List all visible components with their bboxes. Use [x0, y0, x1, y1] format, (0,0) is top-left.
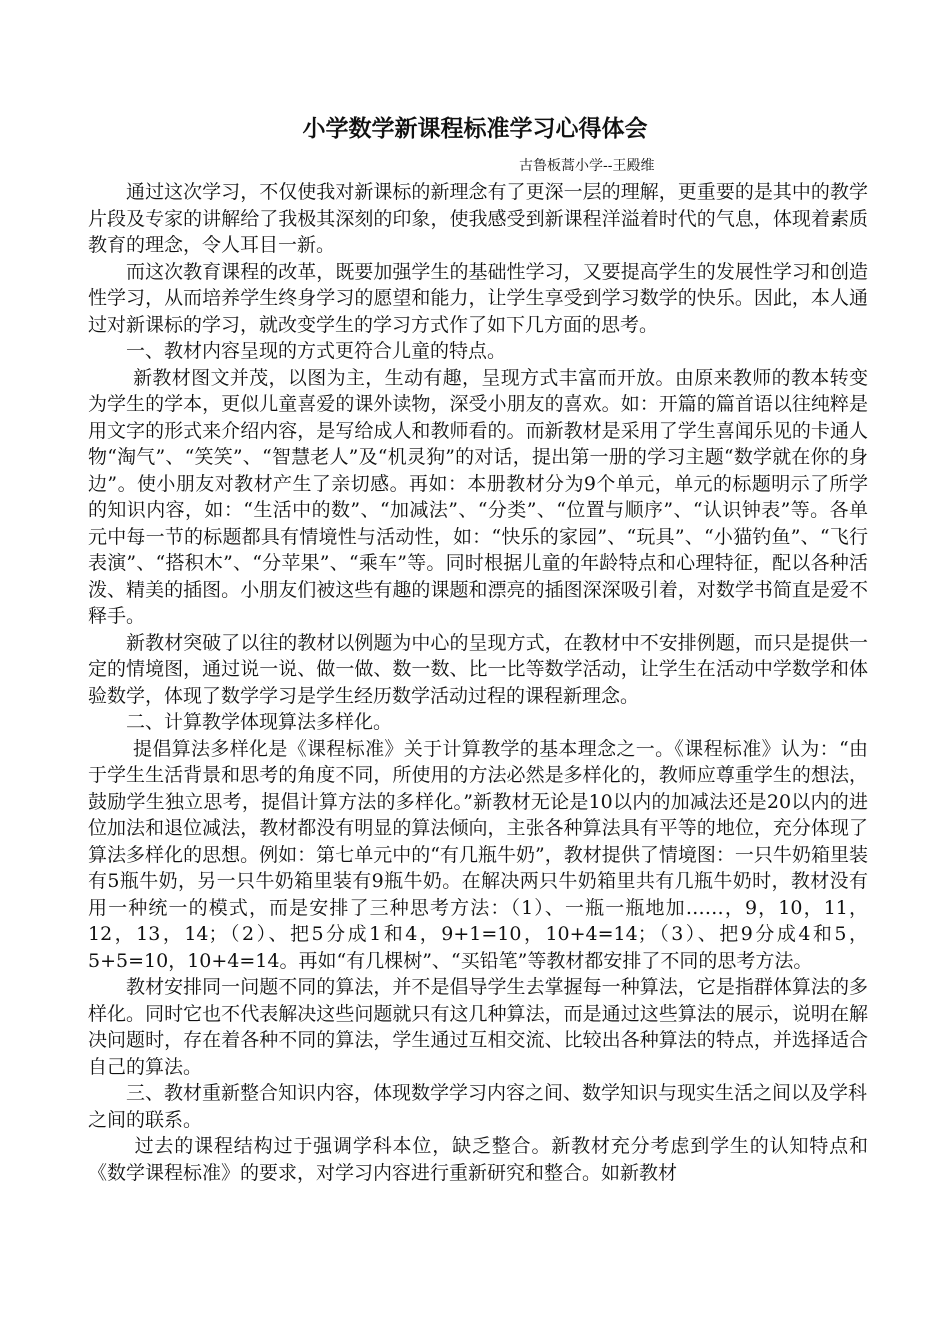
section-heading-2: 二、计算教学体现算法多样化。: [88, 711, 393, 733]
document-body: [88, 179, 868, 1186]
paragraph-7: 过去的课程结构过于强调学科本位，缺乏整合。新教材充分考虑到学生的认知特点和《数学课程标准》的要求，对学习内容进行重新研究和整合。如新教材: [88, 1135, 868, 1184]
paragraph-5: 提倡算法多样化是《课程标准》关于计算教学的基本理念之一。《课程标准》认为：“由于学生生活背景和思考的角度不同，所使用的方法必然是多样化的，教师应尊重学生的想法，鼓励学生独立思考，提倡计算方法的多样化。”新教材无论是10以内的加减法还是20以内的进位加法和退位减法，教材都没有明显的算法倾向，主张各种算法具有平等的地位，充分体现了算法多样化的思想。例如：第七单元中的“有几瓶牛奶”，教材提供了情境图：一只牛奶箱里装有5瓶牛奶，另一只牛奶箱里装有9瓶牛奶。在解决两只牛奶箱里共有几瓶牛奶时，教材没有用一种统一的模式，而是安排了三种思考方法：（1）、一瓶一瓶地加……，9，10，11，12，13，14；（2）、把5分成1和4，9+1=10，10+4=14；（3）、把9分成4和5，5+5=10，10+4=14。再如“有几棵树”、“买铅笔”等教材都安排了不同的思考方法。: [88, 737, 868, 972]
paragraph-3: 新教材图文并茂，以图为主，生动有趣，呈现方式丰富而开放。由原来教师的教本转变为学生的学本，更似儿童喜爱的课外读物，深受小朋友的喜欢。如：开篇的篇首语以往纯粹是用文字的形式来介绍内容，是写给成人和教师看的。而新教材是采用了学生喜闻乐见的卡通人物“淘气”、“笑笑”、“智慧老人”及“机灵狗”的对话，提出第一册的学习主题“数学就在你的身边”。使小朋友对教材产生了亲切感。再如：本册教材分为9个单元，单元的标题明示了所学的知识内容，如：“生活中的数”、“加减法”、“分类”、“位置与顺序”、“认识钟表”等。各单元中每一节的标题都具有情境性与活动性，如：“快乐的家园”、“玩具”、“小猫钓鱼”、“飞行表演”、“搭积木”、“分苹果”、“乘车”等。同时根据儿童的年龄特点和心理特征，配以各种活泼、精美的插图。小朋友们被这些有趣的课题和漂亮的插图深深吸引着，对数学书简直是爱不释手。: [88, 366, 868, 627]
paragraph-2: 而这次教育课程的改革，既要加强学生的基础性学习，又要提高学生的发展性学习和创造性学习，从而培养学生终身学习的愿望和能力，让学生享受到学习数学的快乐。因此，本人通过对新课标的学习，就改变学生的学习方式作了如下几方面的思考。: [88, 260, 868, 336]
paragraph-6: 教材安排同一问题不同的算法，并不是倡导学生去掌握每一种算法，它是指群体算法的多样化。同时它也不代表解决这些问题就只有这几种算法，而是通过这些算法的展示，说明在解决问题时，存在着各种不同的算法，学生通过互相交流、比较出各种算法的特点，并选择适合自己的算法。: [88, 976, 868, 1078]
section-heading-3: 三、教材重新整合知识内容，体现数学学习内容之间、数学知识与现实生活之间以及学科之间的联系。: [88, 1082, 868, 1131]
paragraph-4: 新教材突破了以往的教材以例题为中心的呈现方式，在教材中不安排例题，而只是提供一定的情境图，通过说一说、做一做、数一数、比一比等数学活动，让学生在活动中学数学和体验数学，体现了数学学习是学生经历数学活动过程的课程新理念。: [88, 631, 868, 707]
author-byline: 古鲁板蒿小学--王殿维: [519, 158, 655, 174]
section-heading-1: 一、教材内容呈现的方式更符合儿童的特点。: [88, 340, 507, 362]
paragraph-1: 通过这次学习，不仅使我对新课标的新理念有了更深一层的理解，更重要的是其中的教学片段及专家的讲解给了我极其深刻的印象，使我感受到新课程洋溢着时代的气息，体现着素质教育的理念，令人耳目一新。: [88, 181, 868, 256]
document-title: 小学数学新课程标准学习心得体会: [302, 116, 648, 142]
